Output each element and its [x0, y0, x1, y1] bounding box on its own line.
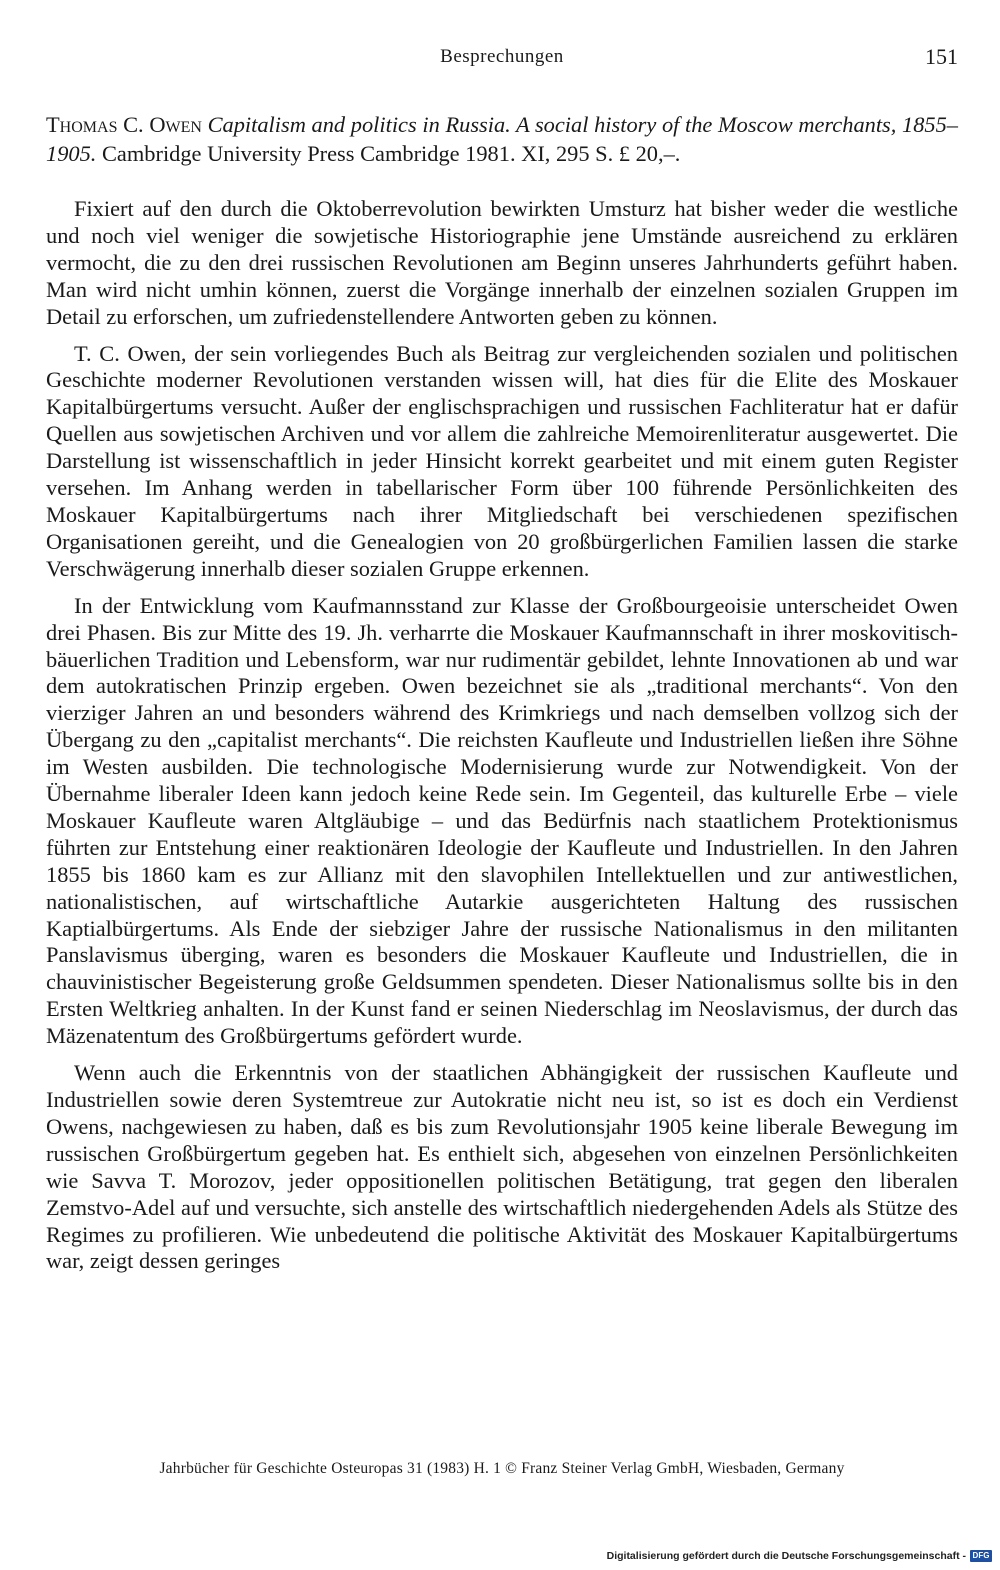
- page-number: 151: [925, 44, 958, 69]
- digitization-credit: [607, 1550, 992, 1562]
- paragraph-3: In der Entwicklung vom Kaufmannsstand zur Klasse der Großbourgeoisie unterscheidet Owen drei Phasen. Bis zur Mitte des 19. Jh. verharrte die Moskauer Kaufmannschaft in ihrer moskovitisch-bäuerlichen Tradition und Lebensform, war nur rudimentär gebildet, lehnte Innovationen ab und war dem autokratischen Prinzip ergeben. Owen bezeichnet sie als „traditional merchants“. Von den vierziger Jahren an und besonders während des Krimkriegs und nach demselben vollzog sich der Übergang zu den „capitalist merchants“. Die reichsten Kaufleute und Industriellen ließen ihre Söhne im Westen ausbilden. Die technologische Modernisierung wurde zur Notwendigkeit. Von der Übernahme liberaler Ideen kann jedoch keine Rede sein. Im Gegenteil, das kulturelle Erbe – viele Moskauer Kaufleute waren Altgläubige – und das Bedürfnis nach staatlichem Protektionismus führten zur Entstehung einer reaktionären Ideologie der Kaufleute und Industriellen. In den Jahren 1855 bis 1860 kam es zur Allianz mit den slavophilen Intellektuellen und zur antiwestlichen, nationalistischen, auf wirtschaftliche Autarkie ausgerichteten Haltung des russischen Kaptialbürgertums. Als Ende der siebziger Jahre der russische Nationalismus in den militanten Panslavismus überging, waren es besonders die Moskauer Kaufleute und Industriellen, die in chauvinistischer Begeisterung große Geldsummen spendeten. Dieser Nationalismus sollte bis in den Ersten Weltkrieg anhalten. In der Kunst fand er seinen Niederschlag im Neoslavismus, der durch das Mäzenatentum des Großbürgertums gefördert wurde.: [46, 592, 958, 1049]
- paragraph-2: T. C. Owen, der sein vorliegendes Buch als Beitrag zur vergleichenden sozialen und politischen Geschichte moderner Revolutionen verstanden wissen will, hat dies für die Elite des Moskauer Kapitalbürgertums versucht. Außer der englischsprachigen und russischen Fachliteratur hat er dafür Quellen aus sowjetischen Archiven und vor allem die zahlreiche Memoirenliteratur ausgewertet. Die Darstellung ist wissenschaftlich in jeder Hinsicht korrekt gearbeitet und mit einem guten Register versehen. Im Anhang werden in tabellarischer Form über 100 führende Persönlichkeiten des Moskauer Kapitalbürgertums nach ihrer Mitgliedschaft bei verschiedenen spezifischen Organisationen gereiht, und die Genealogien von 20 großbürgerlichen Familien lassen die starke Verschwägerung innerhalb dieser sozialen Gruppe erkennen.: [46, 340, 958, 581]
- review-citation: [46, 110, 958, 168]
- running-title: Besprechungen: [440, 46, 564, 67]
- paragraph-4: Wenn auch die Erkenntnis von der staatlichen Abhängigkeit der russischen Kaufleute und Industriellen sowie deren Systemtreue zur Autokratie nicht neu ist, so ist es doch ein Verdienst Owens, nachgewiesen zu haben, daß es bis zum Revolutionsjahr 1905 keine liberale Bewegung im russischen Großbürgertum gegeben hat. Es enthielt sich, abgesehen von einzelnen Persönlichkeiten wie Savva T. Morozov, jeder oppositionellen politischen Betätigung, trat gegen den liberalen Zemstvo-Adel auf und versuchte, sich anstelle des wirtschaftlich niedergehenden Adels als Stütze des Regimes zu profilieren. Wie unbedeutend die politische Aktivität des Moskauer Kapitalbürgertums war, zeigt dessen geringes: [46, 1060, 958, 1274]
- journal-footer: Jahrbücher für Geschichte Osteuropas 31 (1983) H. 1 © Franz Steiner Verlag GmbH, Wiesbaden, Germany: [159, 1460, 845, 1477]
- dfg-logo-icon: DFG: [970, 1550, 992, 1562]
- digitization-credit-text: Digitalisierung gefördert durch die Deutsche Forschungsgemeinschaft -: [606, 1550, 966, 1562]
- citation-publication: Cambridge University Press Cambridge 1981. XI, 295 S. £ 20,–.: [102, 141, 681, 166]
- citation-author: Thomas C. Owen: [46, 112, 202, 137]
- review-body: [46, 196, 958, 1285]
- citation-title: Capitalism and politics in Russia. A social history of the Moscow merchants, 1855–1905.: [46, 112, 959, 166]
- paragraph-1: Fixiert auf den durch die Oktoberrevolution bewirkten Umsturz hat bisher weder die westliche und noch viel weniger die sowjetische Historiographie jene Umstände ausreichend zu erklären vermocht, die zu den drei russischen Revolutionen am Beginn unseres Jahrhunderts geführt haben. Man wird nicht umhin können, zuerst die Vorgänge innerhalb der einzelnen sozialen Gruppen im Detail zu erforschen, um zufriedenstellendere Antworten geben zu können.: [46, 196, 958, 329]
- page-header: [46, 44, 958, 74]
